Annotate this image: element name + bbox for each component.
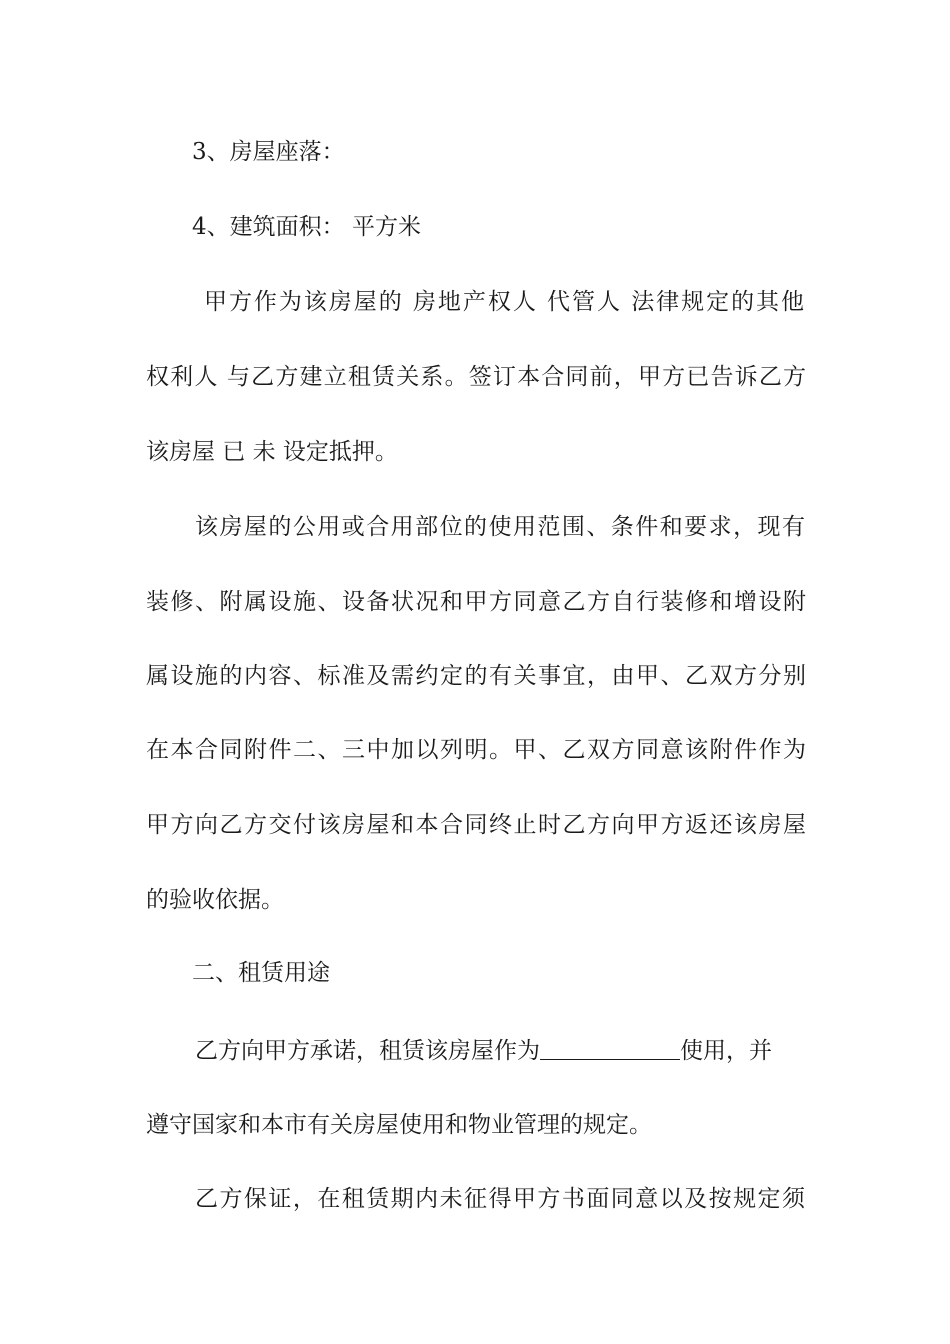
para3-line1	[195, 1036, 805, 1066]
para1-line2: 权利人 与乙方建立租赁关系。签订本合同前，甲方已告诉乙方	[146, 364, 806, 390]
section-2-heading: 二、租赁用途	[192, 960, 330, 986]
para3-text-before: 乙方向甲方承诺，租赁该房屋作为	[195, 1038, 540, 1064]
para3-line2: 遵守国家和本市有关房屋使用和物业管理的规定。	[146, 1112, 652, 1138]
para2-line3: 属设施的内容、标准及需约定的有关事宜，由甲、乙双方分别	[146, 663, 806, 689]
para2-line6: 的验收依据。	[146, 887, 284, 913]
para2-line2: 装修、附属设施、设备状况和甲方同意乙方自行装修和增设附	[146, 589, 806, 615]
para3-text-after: 使用，并	[680, 1038, 772, 1064]
item-3-location: 3、房屋座落：	[192, 139, 345, 165]
para2-line1: 该房屋的公用或合用部位的使用范围、条件和要求，现有	[195, 514, 805, 540]
usage-blank-line	[540, 1037, 680, 1060]
para2-line5: 甲方向乙方交付该房屋和本合同终止时乙方向甲方返还该房屋	[146, 812, 806, 838]
item-4-area: 4、建筑面积： 平方米	[192, 214, 421, 240]
para4-line1: 乙方保证，在租赁期内未征得甲方书面同意以及按规定须	[195, 1186, 805, 1212]
para1-line3: 该房屋 已 未 设定抵押。	[146, 439, 398, 465]
para2-line4: 在本合同附件二、三中加以列明。甲、乙双方同意该附件作为	[146, 737, 806, 763]
para1-line1: 甲方作为该房屋的 房地产权人 代管人 法律规定的其他	[204, 289, 804, 315]
